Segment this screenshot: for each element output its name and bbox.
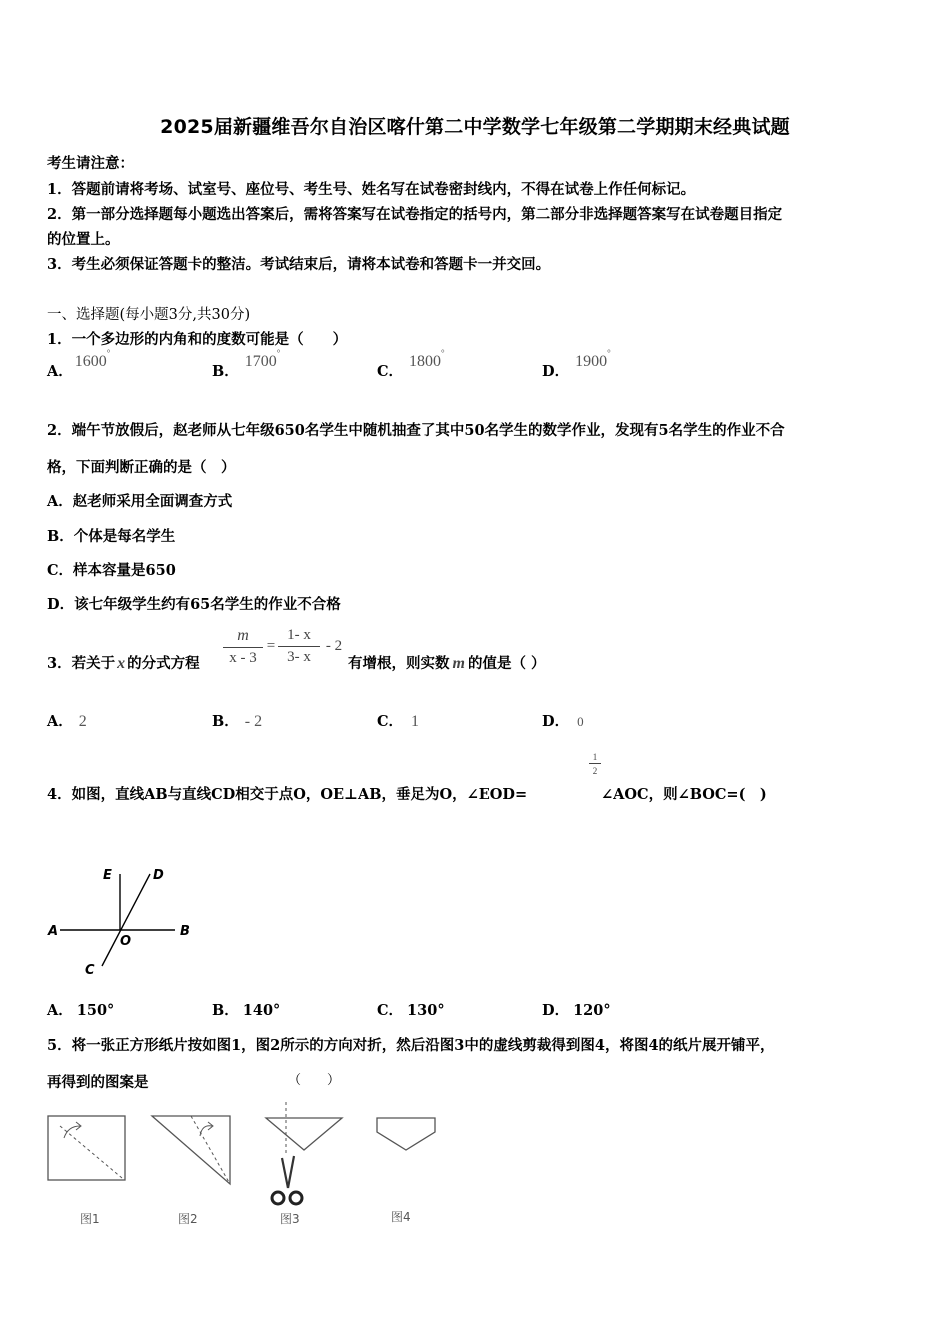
caption-fig4: 图4 <box>391 1210 411 1224</box>
label-c: C <box>85 963 95 978</box>
q3-option-d[interactable]: D． 0 <box>542 713 584 730</box>
q4-figure <box>40 860 210 985</box>
q2-stem-line1: 2．端午节放假后，赵老师从七年级650名学生中随机抽查了其中50名学生的数学作业，发现有5名学生的作业不合 <box>47 422 785 439</box>
q3-option-b[interactable]: B． - 2 <box>212 713 263 730</box>
caption-fig3: 图3 <box>280 1212 300 1226</box>
label-d: D <box>153 868 164 883</box>
q4-option-b[interactable]: B． 140° <box>212 1002 281 1019</box>
q3-fraction-1: $\frac{m}{x - 3}$ <box>223 627 263 667</box>
caption-fig2: 图2 <box>178 1212 198 1226</box>
notice-heading: 考生请注意： <box>47 155 134 172</box>
q2-option-a[interactable]: A．赵老师采用全面调查方式 <box>47 493 233 510</box>
q5-figure-3 <box>266 1102 342 1204</box>
q3-fraction-2: $\frac{1- x}{3- x}$ <box>278 627 320 666</box>
q3-equals: = <box>266 638 276 654</box>
q2-option-b[interactable]: B．个体是每名学生 <box>47 528 176 545</box>
notice-2: 2．第一部分选择题每小题选出答案后，需将答案写在试卷指定的括号内，第二部分非选择题答案写在试卷题目指定 <box>47 206 783 223</box>
q4-half-fraction: $\frac{1}{2}$ <box>589 752 601 776</box>
q5-stem-line2: 再得到的图案是 <box>47 1074 149 1091</box>
q4-option-d[interactable]: D． 120° <box>542 1002 611 1019</box>
label-o: O <box>120 934 132 949</box>
notice-3: 3．考生必须保证答题卡的整洁。考试结束后，请将本试卷和答题卡一并交回。 <box>47 256 551 273</box>
q5-figures <box>40 1100 450 1235</box>
q4-option-c[interactable]: C． 130° <box>377 1002 445 1019</box>
q3-option-a[interactable]: A． 2 <box>47 713 87 730</box>
q5-figure-1 <box>48 1116 125 1180</box>
q2-option-d[interactable]: D．该七年级学生约有65名学生的作业不合格 <box>47 596 341 613</box>
q1-option-a[interactable]: A．1600° <box>47 348 111 380</box>
q4-stem-b: ∠AOC，则∠BOC=( ) <box>601 786 767 803</box>
exam-title: 2025届新疆维吾尔自治区喀什第二中学数学七年级第二学期期末经典试题 <box>160 116 790 138</box>
q4-stem-a: 4．如图，直线AB与直线CD相交于点O，OE⊥AB，垂足为O，∠EOD= <box>47 786 528 803</box>
q2-stem-line2: 格，下面判断正确的是（ ） <box>47 459 236 476</box>
notice-1: 1．答题前请将考场、试室号、座位号、考生号、姓名写在试卷密封线内，不得在试卷上作任何标记。 <box>47 181 696 198</box>
label-e: E <box>103 868 112 883</box>
q4-option-a[interactable]: A． 150° <box>47 1002 115 1019</box>
q1-stem: 1．一个多边形的内角和的度数可能是（ ） <box>47 331 348 348</box>
q3-stem: 3．若关于 x 的分式方程 <box>47 655 200 672</box>
label-a: A <box>48 924 59 939</box>
label-b: B <box>180 924 190 939</box>
q5-answer-paren: （ ） <box>288 1073 341 1088</box>
section-heading: 一、选择题(每小题3分,共30分) <box>47 307 251 323</box>
q1-option-d[interactable]: D．1900° <box>542 348 611 380</box>
q2-option-c[interactable]: C．样本容量是650 <box>47 562 176 579</box>
q3-stem-suffix: 有增根，则实数 m 的值是（ ） <box>348 655 546 672</box>
q1-option-b[interactable]: B．1700° <box>212 348 281 380</box>
q5-stem-line1: 5．将一张正方形纸片按如图1，图2所示的方向对折，然后沿图3中的虚线剪裁得到图4，将图4的纸片展开铺平， <box>47 1037 775 1054</box>
q3-minus-two: - 2 <box>325 638 343 654</box>
line-cd <box>102 874 150 966</box>
scissors-icon <box>272 1156 302 1204</box>
notice-2-cont: 的位置上。 <box>47 231 120 248</box>
q3-option-c[interactable]: C． 1 <box>377 713 420 730</box>
q1-option-c[interactable]: C．1800° <box>377 348 445 380</box>
caption-fig1: 图1 <box>80 1212 100 1226</box>
q5-figure-4 <box>377 1118 435 1150</box>
q5-figure-2 <box>152 1116 230 1184</box>
